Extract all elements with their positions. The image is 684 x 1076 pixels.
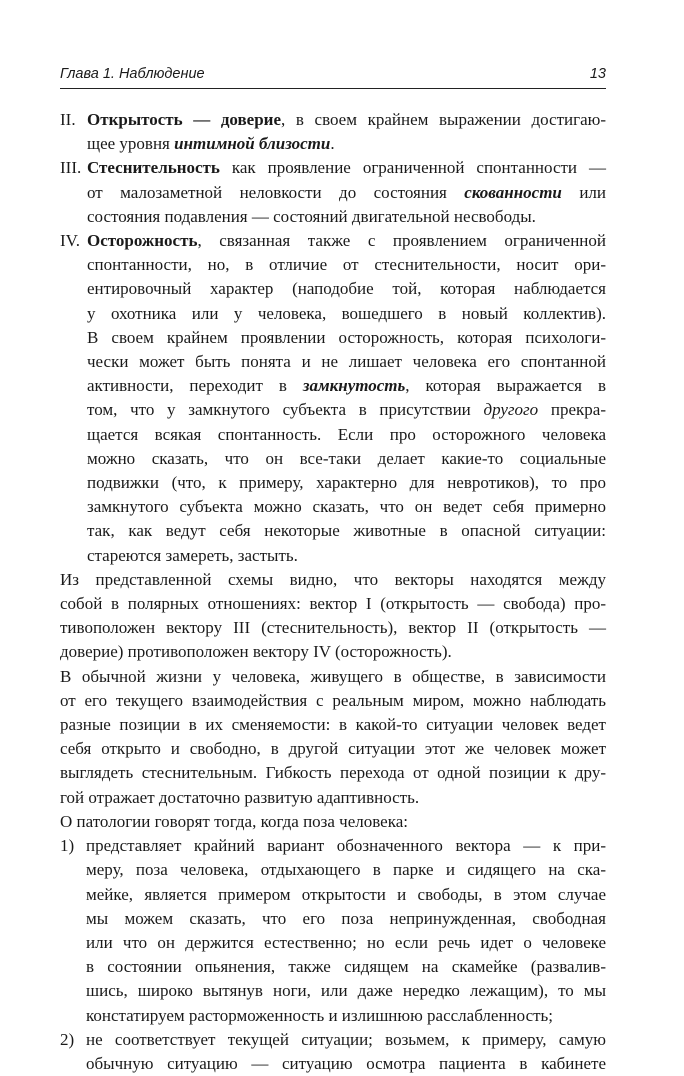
term-bold-italic: замкнутость	[302, 376, 406, 396]
term-bold: Открытость — доверие	[87, 110, 282, 129]
text-line: выглядеть стеснительным. Гибкость перехода от одной позиции к дру-	[60, 763, 606, 783]
term-bold: Стеснительность	[87, 158, 220, 178]
term-bold-italic: интимной близости	[174, 134, 331, 154]
text-line: ентировочный характер (наподобие той, которая наблюдается	[87, 279, 606, 299]
text-line: мейке, является примером открытости и свободы, в этом случае	[86, 884, 606, 904]
text-line: Открытость — доверие, в своем крайнем выражении достигаю-	[87, 110, 606, 129]
paragraph	[60, 810, 606, 834]
term-bold-italic: скованности	[464, 182, 562, 202]
text-line: стареются замереть, застыть.	[87, 545, 298, 565]
term-bold: Осторожность	[87, 231, 198, 251]
text-line: у охотника или у человека, вошедшего в новый коллектив).	[87, 303, 606, 323]
text-line: Осторожность, связанная также с проявлением ограниченной	[87, 231, 606, 251]
text-line: чески может быть понята и не лишает человека его спонтанной	[87, 352, 606, 372]
vector-item-ii	[60, 108, 606, 156]
text-line: спонтанности, но, в отличие от стеснительности, носит ори-	[87, 255, 606, 275]
text-line: состояния подавления — состояний двигательной несвободы.	[87, 206, 536, 226]
text-line: Из представленной схемы видно, что векторы находятся между	[60, 569, 606, 589]
text-line: так, как ведут себя некоторые животные в опасной ситуации:	[87, 521, 606, 541]
text-line: можно сказать, что он все-таки делает какие-то социальные	[87, 448, 606, 468]
item-number: III.	[60, 158, 82, 178]
text-line: подвижки (что, к примеру, характерно для невротиков), то про	[87, 473, 606, 493]
text-line: собой в полярных отношениях: вектор I (открытость — свобода) про-	[60, 594, 606, 614]
text-line: гой отражает достаточно развитую адаптивность.	[60, 787, 420, 807]
text-line: щается всякая спонтанность. Если про осторожного человека	[87, 424, 606, 444]
pathology-list	[60, 834, 606, 1076]
paragraph	[60, 568, 606, 665]
text-line: не соответствует текущей ситуации; возьмем, к примеру, самую	[86, 1029, 606, 1049]
text-line: мы можем сказать, что его поза непринужденная, свободная	[86, 908, 606, 928]
item-number: 2)	[60, 1029, 75, 1049]
text-line: обычную ситуацию — ситуацию осмотра пациента в кабинете	[86, 1053, 606, 1073]
page-body	[60, 108, 606, 1076]
text-line: от малозаметной неловкости до состояния скованности или	[87, 182, 606, 202]
text-line: меру, поза человека, отдыхающего в парке и сидящего на ска-	[86, 860, 606, 880]
text-line: В своем крайнем проявлении осторожность, которая психологи-	[87, 327, 606, 347]
text-line: тивоположен вектору III (стеснительность), вектор II (открытость —	[60, 618, 606, 638]
text-line: В обычной жизни у человека, живущего в обществе, в зависимости	[60, 666, 606, 686]
chapter-title: Глава 1. Наблюдение	[60, 66, 205, 82]
running-header	[60, 66, 606, 89]
text-line: констатируем расторможенность и излишнюю расслабленность;	[86, 1005, 554, 1025]
text-line: от его текущего взаимодействия с реальным миром, можно наблюдать	[60, 690, 606, 710]
item-number: IV.	[60, 231, 80, 251]
list-item	[60, 1028, 606, 1076]
term-italic: другого	[483, 400, 539, 420]
text-line: разные позиции в их сменяемости: в какой-то ситуации человек ведет	[60, 715, 606, 735]
text-line: или что он держится естественно; но если речь идет о человеке	[86, 932, 606, 952]
list-item	[60, 834, 606, 1028]
paragraph	[60, 665, 606, 810]
text-line: шись, широко вытянув ноги, или даже нередко лежащим), то мы	[86, 981, 606, 1001]
item-number: II.	[60, 110, 76, 129]
text-line: том, что у замкнутого субъекта в присутствии другого прекра-	[87, 400, 607, 420]
text-line: активности, переходит в замкнутость, которая выражается в	[87, 376, 606, 396]
text-line: доверие) противоположен вектору IV (осторожность).	[60, 642, 452, 662]
item-number: 1)	[60, 836, 75, 856]
vector-item-iii	[60, 156, 606, 229]
text-line: Стеснительность как проявление ограниченной спонтанности —	[87, 158, 606, 178]
text-line: замкнутого субъекта можно сказать, что он ведет себя примерно	[87, 497, 606, 517]
text-line: себя открыто и свободно, в другой ситуации этот же человек может	[60, 739, 606, 759]
vector-item-iv	[60, 229, 606, 568]
text-line: О патологии говорят тогда, когда поза человека:	[60, 811, 408, 831]
text-line: в состоянии опьянения, также сидящем на скамейке (развалив-	[86, 957, 606, 977]
text-line: представляет крайний вариант обозначенного вектора — к при-	[86, 836, 606, 856]
page-number: 13	[589, 66, 606, 82]
text-line: щее уровня интимной близости.	[87, 134, 335, 154]
